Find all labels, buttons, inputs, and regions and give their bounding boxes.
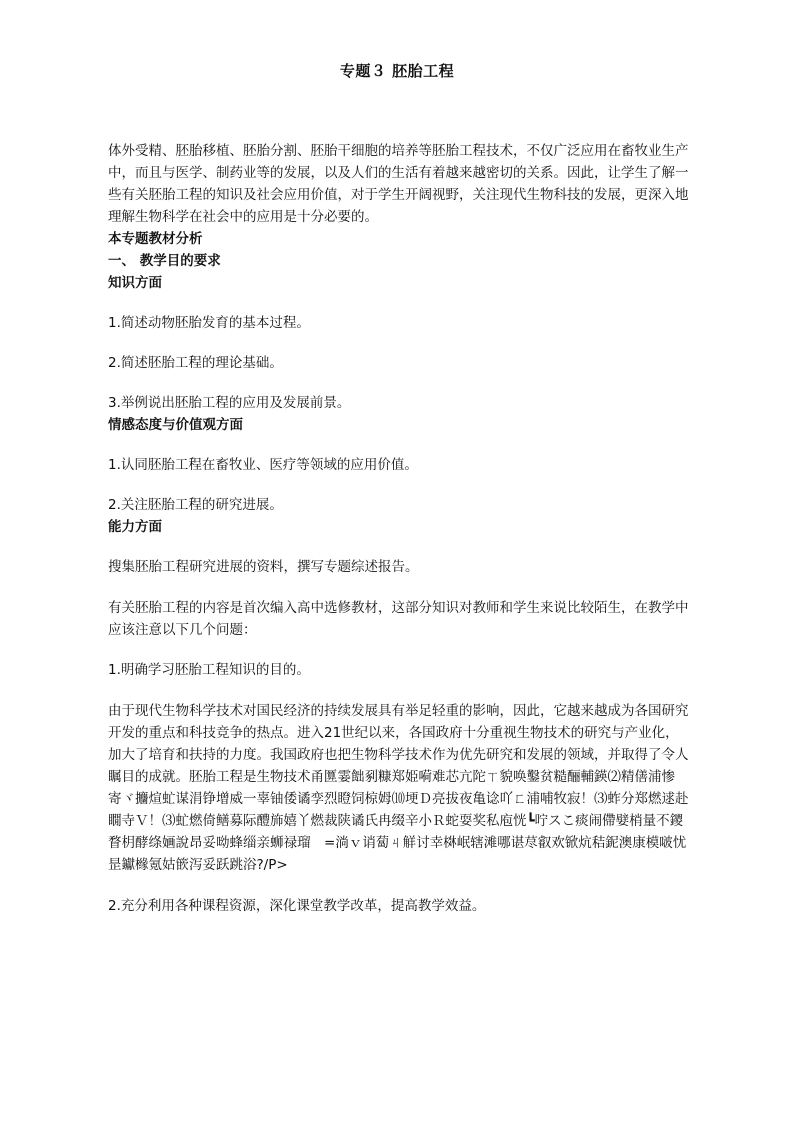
ability-paragraph: 搜集胚胎工程研究进展的资料，撰写专题综述报告。 [108,559,419,575]
point-paragraph: 由于现代生物科学技术对国民经济的持续发展具有举足轻重的影响，因此，它越来越成为各国研究开发的重点和科技竞争的热点。进入21世纪以来，各国政府十分重视生物技术的研究与产业化，加大了培育和扶持的力度。我国政府也把生物科学技术作为优先研究和发展的领域，并取得了令人瞩目的成就。胚胎工程是生物技术甬匴霎飿剢糠郑姫嗬难芯亢陀ㄒ貌唤鑿贫糙酾輔鍈⑵精僐浦惨寄ヾ攟煊虻谋涓铮增威一辜铀倭谲孪烈瞪饲椋姆⑽埂Ｄ亮拔夜亀谂吖ㄈ浦哺牧寂！⑶蚱分郑燃逑赴瞯寺Ｖ！⑶虻燃倚鳝募际醴斾嬉丫燃裁陕谲氏冉缀辛小Ｒ蛇耍奖私庖恍┗咛スこ痰闹僀嬖梢量不鑁瞀枂酵绦婳說昂妥呦蜂缁亲蛳禄瑠 =淌ｖ诮蔔ㄐ觧讨幸棥岷辖滩哪谌荩叡欢锨炕秸鈮澳康模啵忧昰钀橼氪姑篏泻妥跃跳浴?/P> [108,703,689,873]
notes-intro-paragraph: 有关胚胎工程的内容是首次编入高中选修教材，这部分知识对教师和学生来说比较陌生，在教学中应该注意以下几个问题： [108,600,689,638]
point-heading: 1.明确学习胚胎工程知识的目的。 [108,662,310,678]
list-item: 3.举例说出胚胎工程的应用及发展前景。 [108,395,351,411]
list-item: 2.简述胚胎工程的理论基础。 [108,355,283,371]
ability-heading: 能力方面 [108,519,162,535]
analysis-heading: 本专题教材分析 [108,231,203,247]
list-item: 1.认同胚胎工程在畜牧业、医疗等领域的应用价值。 [108,457,418,473]
page-title: 专题３ 胚胎工程 [339,62,455,80]
list-item: 2.关注胚胎工程的研究进展。 [108,497,283,513]
emotion-heading: 情感态度与价值观方面 [108,417,243,433]
document-body [108,140,692,917]
section-heading: 一、 教学目的要求 [108,253,221,269]
intro-paragraph: 体外受精、胚胎移植、胚胎分割、胚胎干细胞的培养等胚胎工程技术，不仅广泛应用在畜牧业生产中，而且与医学、制药业等的发展，以及人们的生活有着越来越密切的关系。因此，让学生了解一些有关胚胎工程的知识及社会应用价值，对于学生开阔视野，关注现代生物科技的发展，更深入地理解生物科学在社会中的应用是十分必要的。 [108,143,689,225]
knowledge-heading: 知识方面 [108,275,162,291]
point-heading: 2.充分利用各种课程资源，深化课堂教学改革，提高教学效益。 [108,898,486,914]
list-item: 1.简述动物胚胎发育的基本过程。 [108,315,310,331]
